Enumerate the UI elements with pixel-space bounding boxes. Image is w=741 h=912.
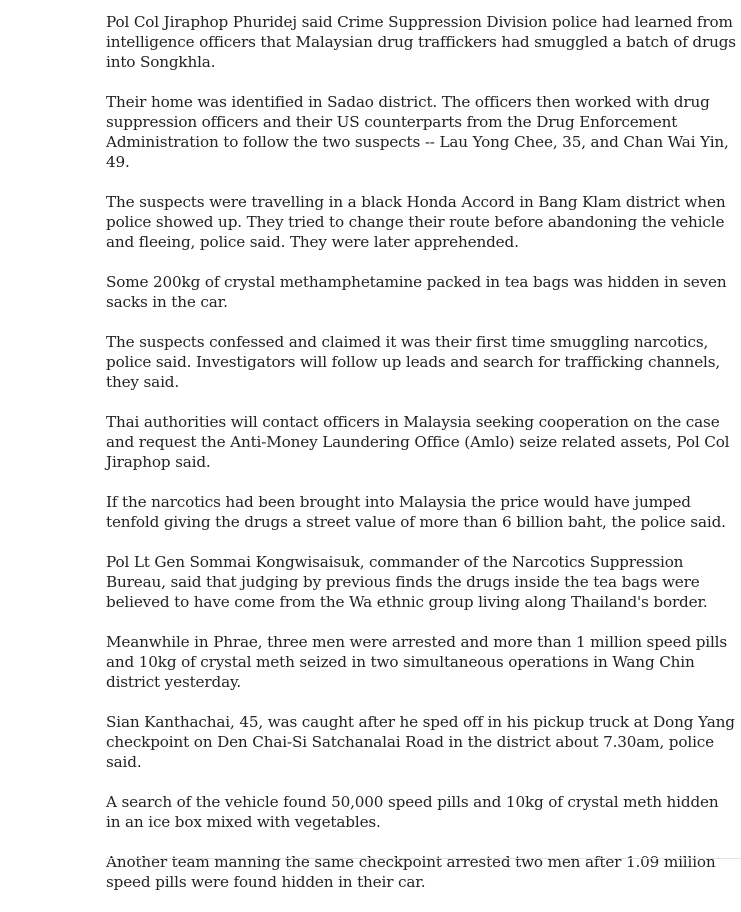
article-paragraph: Sian Kanthachai, 45, was caught after he sped off in his pickup truck at Dong Yang checkpoint on Den Chai-Si Satchanalai Road in the district about 7.30am, police said.: [106, 713, 735, 771]
article-paragraph: Their home was identified in Sadao district. The officers then worked with drug suppression officers and their US counterparts from the Drug Enforcement Administration to follow the two suspects -- Lau Yong Chee, 35, and Chan Wai Yin, 49.: [106, 93, 729, 171]
article-paragraph: The suspects confessed and claimed it was their first time smuggling narcotics, police said. Investigators will follow up leads and search for trafficking channels, they said.: [106, 333, 721, 391]
article-paragraph: If the narcotics had been brought into Malaysia the price would have jumped tenfold giving the drugs a street value of more than 6 billion baht, the police said.: [106, 493, 726, 531]
article-paragraph: Pol Lt Gen Sommai Kongwisaisuk, commander of the Narcotics Suppression Bureau, said that judging by previous finds the drugs inside the tea bags were believed to have come from the Wa ethnic group living along Thailand's border.: [106, 553, 708, 611]
article-divider: [106, 858, 741, 859]
article-paragraph: Pol Col Jiraphop Phuridej said Crime Suppression Division police had learned from intelligence officers that Malaysian drug traffickers had smuggled a batch of drugs into Songkhla.: [106, 13, 736, 71]
article-paragraph: The suspects were travelling in a black Honda Accord in Bang Klam district when police showed up. They tried to change their route before abandoning the vehicle and fleeing, police said. They were later apprehended.: [106, 193, 726, 251]
article-paragraph: Meanwhile in Phrae, three men were arrested and more than 1 million speed pills and 10kg of crystal meth seized in two simultaneous operations in Wang Chin district yesterday.: [106, 633, 728, 691]
article-paragraph: Another team manning the same checkpoint arrested two men after 1.09 million speed pills were found hidden in their car.: [106, 853, 716, 891]
article-paragraph: A search of the vehicle found 50,000 speed pills and 10kg of crystal meth hidden in an ice box mixed with vegetables.: [106, 793, 719, 831]
article-paragraph: Thai authorities will contact officers in Malaysia seeking cooperation on the case and request the Anti-Money Laundering Office (Amlo) seize related assets, Pol Col Jiraphop said.: [106, 413, 730, 471]
article-paragraph: Some 200kg of crystal methamphetamine packed in tea bags was hidden in seven sacks in the car.: [106, 273, 727, 311]
article-body: [106, 12, 736, 912]
